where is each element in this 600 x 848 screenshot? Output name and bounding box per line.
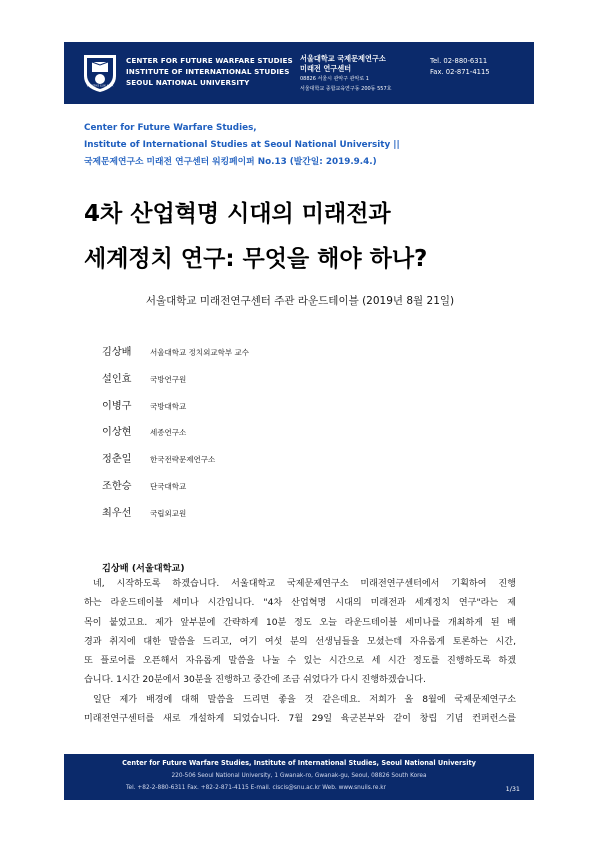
org-contact [430, 56, 490, 78]
transcript-body [84, 575, 516, 729]
participant-name: 설인효 [102, 373, 132, 385]
participant-name: 이상현 [102, 427, 132, 439]
participant-row [102, 370, 249, 397]
participant-list [102, 343, 249, 531]
participant-affiliation: 국립외교원 [150, 508, 187, 518]
org-name-ko [300, 54, 391, 94]
participant-affiliation: 세종연구소 [150, 428, 187, 438]
reference-line-1: Center for Future Warfare Studies, [84, 123, 257, 133]
header-banner [64, 42, 534, 104]
participant-row [102, 450, 249, 477]
org-ko-line-2: 미래전 연구센터 [300, 64, 352, 73]
speaker-label: 김상배 (서울대학교) [102, 563, 185, 574]
org-tel: Tel. 02-880-6311 [430, 57, 488, 65]
org-fax: Fax. 02-871-4115 [430, 68, 490, 76]
participant-name: 조한승 [102, 480, 132, 492]
participant-affiliation: 국방연구원 [150, 374, 187, 384]
document-title [84, 192, 427, 282]
footer-banner [64, 754, 534, 800]
org-en-line-3: SEOUL NATIONAL UNIVERSITY [126, 78, 250, 87]
title-line-2: 세계정치 연구: 무엇을 해야 하나? [84, 246, 428, 272]
reference-line-3: 국제문제연구소 미래전 연구센터 워킹페이퍼 No.13 (발간일: 2019.9.4.) [84, 157, 377, 167]
org-en-line-2: INSTITUTE OF INTERNATIONAL STUDIES [126, 67, 290, 76]
participant-row [102, 423, 249, 450]
body-line: 또 플로어를 오픈해서 자유롭게 말씀을 나눌 수 있는 시간으로 세 시간 정도를 진행하도록 하겠 [84, 656, 516, 667]
org-address-2: 서울대학교 종합교육연구동 200동 557호 [300, 86, 392, 92]
university-logo-icon [80, 52, 120, 94]
participant-row [102, 397, 249, 424]
participant-name: 이병구 [102, 400, 132, 412]
body-line: 목이 붙었고요. 제가 앞부분에 간략하게 10분 정도 오늘 라운드테이블 세미나를 개최하게 된 배 [84, 617, 516, 628]
org-ko-line-1: 서울대학교 국제문제연구소 [300, 54, 386, 63]
participant-affiliation: 서울대학교 정치외교학부 교수 [150, 348, 249, 357]
footer-org: Center for Future Warfare Studies, Institute of International Studies, Seoul National University [122, 759, 476, 767]
participant-row [102, 477, 249, 504]
paper-reference [84, 120, 400, 171]
body-line: 경과 취지에 대한 말씀을 드리고, 여기 여섯 분의 선생님들을 모셨는데 자유롭게 토론하는 시간, [84, 636, 516, 647]
org-en-line-1: CENTER FOR FUTURE WARFARE STUDIES [126, 56, 293, 65]
footer-address: 220-506 Seoul National University, 1 Gwanak-ro, Gwanak-gu, Seoul, 08826 South Korea [171, 773, 427, 779]
footer-contact: Tel. +82-2-880-6311 Fax. +82-2-871-4115 E-mail. ciscis@snu.ac.kr Web. www.snuiis.re.kr [126, 785, 386, 791]
participant-affiliation: 단국대학교 [150, 481, 187, 491]
org-name-en [126, 55, 293, 88]
participant-name: 정춘일 [102, 454, 132, 466]
participant-row [102, 343, 249, 370]
body-line: 일단 제가 배경에 대해 말씀을 드리면 좋을 것 같은데요. 저희가 올 8월에 국제문제연구소 [93, 694, 516, 705]
participant-row [102, 504, 249, 531]
reference-line-2: Institute of International Studies at Seoul National University || [84, 140, 400, 150]
document-subtitle: 서울대학교 미래전연구센터 주관 라운드테이블 (2019년 8월 21일) [145, 295, 455, 307]
logo-motto: VERITAS LUX MEA [86, 83, 114, 88]
org-address-1: 08826 서울시 관악구 관악로 1 [300, 76, 369, 82]
body-line: 습니다. 1시간 20분에서 30분을 진행하고 중간에 조금 쉬었다가 다시 진행하겠습니다. [84, 675, 426, 686]
participant-name: 김상배 [102, 347, 132, 358]
body-line: 하는 라운드테이블 세미나 시간입니다. "4차 산업혁명 시대의 미래전과 세계정치 연구"라는 제 [84, 598, 516, 609]
page-number: 1/31 [505, 785, 520, 793]
title-line-1: 4차 산업혁명 시대의 미래전과 [84, 201, 391, 227]
body-line: 미래전연구센터를 새로 개설하게 되었습니다. 7월 29일 육군본부와 같이 창립 기념 컨퍼런스를 [84, 714, 516, 725]
participant-name: 최우선 [102, 507, 132, 519]
participant-affiliation: 한국전략문제연구소 [150, 455, 216, 465]
participant-affiliation: 국방대학교 [150, 401, 187, 411]
body-line: 네, 시작하도록 하겠습니다. 서울대학교 국제문제연구소 미래전연구센터에서 기획하여 진행 [93, 579, 516, 589]
